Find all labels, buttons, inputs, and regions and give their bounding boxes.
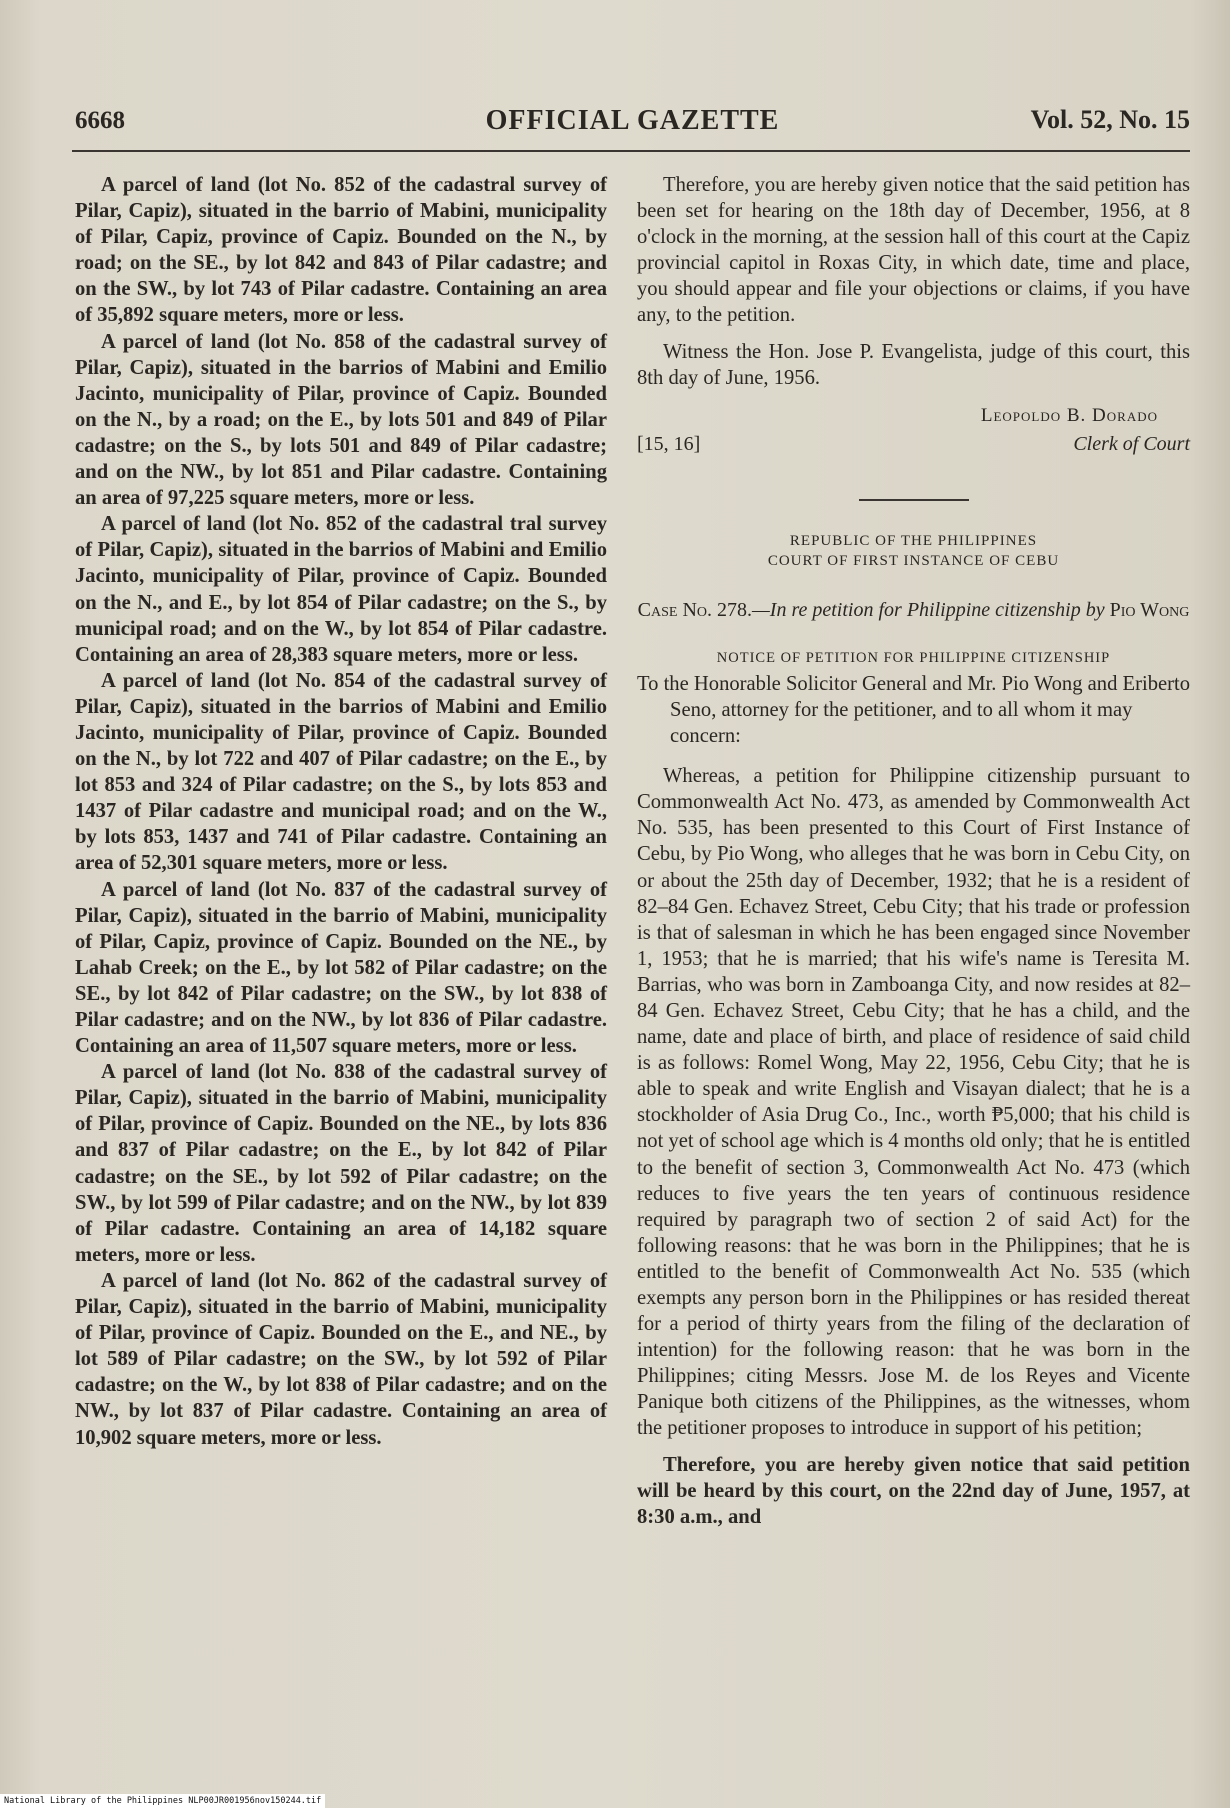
petitioner-name: Pio Wong (1109, 598, 1190, 621)
case-number: Case No. 278. (637, 598, 753, 621)
notice-heading: NOTICE OF PETITION FOR PHILIPPINE CITIZENSHIP (716, 649, 1111, 666)
case-caption: —In re petition for Philippine citizenship by (752, 598, 1105, 621)
land-parcel-paragraph: A parcel of land (lot No. 858 of the cadastral survey of Pilar, Capiz), situated in the barrios of Mabini and Emilio Jacinto, municipality of Pilar, province of Capiz. Bounded on the N., by a road; on the E., by lots 501 and 849 of Pilar cadastre; on the S., by lots 501 and 849 of Pilar cadastre; and on the NW., by lot 851 and Pilar cadastre. Containing an area of 97,225 square meters, more or less. (75, 330, 607, 510)
signatory-title: Clerk of Court (1073, 432, 1190, 455)
land-parcel-paragraph: A parcel of land (lot No. 837 of the cadastral survey of Pilar, Capiz), situated in the barrio of Mabini, municipality of Pilar, Capiz, province of Capiz. Bounded on the NE., by Lahab Creek; on the E., by lot 582 of Pilar cadastre; on the SE., by lot 842 of Pilar cadastre; on the SW., by lot 838 of Pilar cadastre; and on the NW., by lot 836 of Pilar cadastre. Containing an area of 11,507 square meters, more or less. (75, 878, 607, 1058)
signatory-name: Leopoldo B. Dorado (980, 404, 1158, 426)
republic-heading: REPUBLIC OF THE PHILIPPINES (789, 532, 1038, 549)
scan-footer: National Library of the Philippines NLP00JR001956nov150244.tif (0, 1794, 325, 1808)
land-parcel-paragraph: A parcel of land (lot No. 852 of the cadastral tral survey of Pilar, Capiz), situated in the barrios of Mabini and Emilio Jacinto, municipality of Pilar, province of Capiz. Bounded on the N., and E., by lot 854 of Pilar cadastre; on the S., by municipal road; and on the W., by lot 854 of Pilar cadastre. Containing an area of 28,383 square meters, more or less. (75, 513, 607, 666)
issue-reference: [15, 16] (637, 432, 701, 455)
case-title (637, 597, 1190, 623)
witness-paragraph: Witness the Hon. Jose P. Evangelista, judge of this court, this 8th day of June, 1956. (637, 340, 1190, 389)
land-parcel-paragraph: A parcel of land (lot No. 852 of the cadastral survey of Pilar, Capiz), situated in the barrio of Mabini, municipality of Pilar, Capiz, province of Capiz. Bounded on the N., by road; on the SE., by lot 842 and 843 of Pilar cadastre; and on the SW., by lot 743 of Pilar cadastre. Containing an area of 35,892 square meters, more or less. (75, 174, 607, 327)
land-parcel-paragraph: A parcel of land (lot No. 854 of the cadastral survey of Pilar, Capiz), situated in the barrios of Mabini and Emilio Jacinto, municipality of Pilar, province of Capiz. Bounded on the N., by lot 722 and 407 of Pilar cadastre; on the E., by lot 853 and 324 of Pilar cadastre; on the S., by lots 853 and 1437 of Pilar cadastre and municipal road; and on the W., by lots 853, 1437 and 741 of Pilar cadastre. Containing an area of 52,301 square meters, more or less. (75, 669, 607, 875)
section-divider (859, 499, 969, 501)
page-number: 6668 (75, 107, 125, 134)
final-notice-paragraph: Therefore, you are hereby given notice that said petition will be heard by this court, on the 22nd day of June, 1957, at 8:30 a.m., and (637, 1453, 1190, 1528)
publication-title: OFFICIAL GAZETTE (485, 105, 780, 136)
land-parcel-paragraph: A parcel of land (lot No. 862 of the cadastral survey of Pilar, Capiz), situated in the barrio of Mabini, municipality of Pilar, province of Capiz. Bounded on the E., and NE., by lot 589 of Pilar cadastre; on the SW., by lot 592 of Pilar cadastre; on the W., by lot 838 of Pilar cadastre; and on the NW., by lot 837 of Pilar cadastre. Containing an area of 10,902 square meters, more or less. (75, 1269, 607, 1449)
header-rule (72, 150, 1190, 152)
left-column (75, 172, 607, 1451)
address-paragraph: To the Honorable Solicitor General and Mr. Pio Wong and Eriberto Seno, attorney for the petitioner, and to all whom it may concern: (637, 672, 1191, 748)
right-column (637, 172, 1190, 1530)
volume-label: Vol. 52, No. 15 (1030, 105, 1190, 134)
signature-block (637, 403, 1190, 463)
hearing-notice-paragraph: Therefore, you are hereby given notice that the said petition has been set for hearing on the 18th day of December, 1956, at 8 o'clock in the morning, at the session hall of this court at the Capiz provincial capitol in Roxas City, in which date, time and place, you should appear and file your objections or claims, if you have any, to the petition. (637, 174, 1190, 327)
page-header (75, 105, 1190, 145)
court-heading: COURT OF FIRST INSTANCE OF CEBU (767, 552, 1060, 569)
land-parcel-paragraph: A parcel of land (lot No. 838 of the cadastral survey of Pilar, Capiz), situated in the barrio of Mabini, municipality of Pilar, province of Capiz. Bounded on the NE., by lots 836 and 837 of Pilar cadastre; on the E., by lot 842 of Pilar cadastre; on the SE., by lot 592 of Pilar cadastre; on the SW., by lot 599 of Pilar cadastre; and on the NW., by lot 839 of Pilar cadastre. Containing an area of 14,182 square meters, more or less. (75, 1061, 607, 1266)
whereas-paragraph: Whereas, a petition for Philippine citizenship pursuant to Commonwealth Act No. 473, as amended by Commonwealth Act No. 535, has been presented to this Court of First Instance of Cebu, by Pio Wong, who alleges that he was born in Cebu City, on or about the 25th day of December, 1932; that he is a resident of 82–84 Gen. Echavez Street, Cebu City; that his trade or profession is that of salesman in which he has been engaged since November 1, 1953; that he is married; that his wife's name is Teresita M. Barrias, who was born in Zamboanga City, and now resides at 82–84 Gen. Echavez Street, Cebu City; that he has a child, and the name, date and place of birth, and place of residence of said child is as follows: Romel Wong, May 22, 1956, Cebu City; that he is able to speak and write English and Visayan dialect; that he is a stockholder of Asia Drug Co., Inc., worth ₱5,000; that his child is not yet of school age which is 4 months old only; that he is entitled to the benefit of section 3, Commonwealth Act No. 473 (which reduces to five years the ten years of continuous residence required by paragraph two of section 2 of said Act) for the following reasons: that he was born in the Philippines; that he is entitled to the benefit of Commonwealth Act No. 535 (which exempts any person born in the Philippines or has resided thereat for a period of thirty years from the filing of the declaration of intention) for the following reason: that he was born in the Philippines; citing Messrs. Jose M. de los Reyes and Vicente Panique both citizens of the Philippines, as the witnesses, whom the petitioner proposes to introduce in support of his petition; (637, 765, 1190, 1440)
